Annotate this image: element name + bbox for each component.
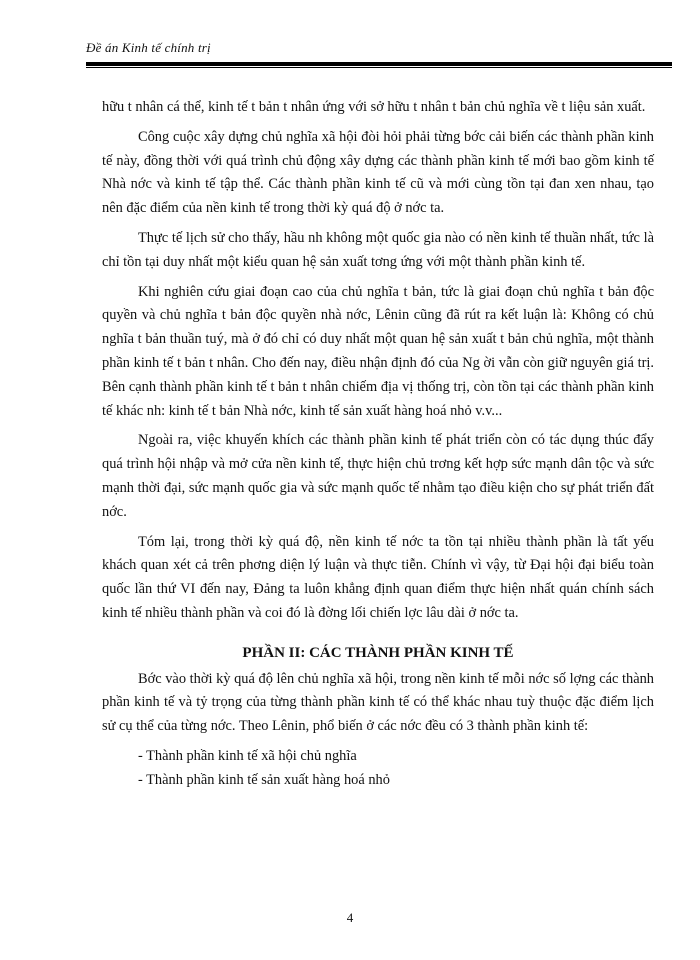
paragraph: Ngoài ra, việc khuyến khích các thành phần kinh tế phát triển còn có tác dụng thúc đẩy quá trình hội nhập và mở cửa nền kinh tế, thực hiện chủ trơng kết hợp sức mạnh dân tộc và sức mạnh thời đại, sức mạnh quốc gia và sức mạnh quốc tế nhằm tạo điều kiện cho sự phát triển đất nớc. [102,432,654,520]
paragraph: Bớc vào thời kỳ quá độ lên chủ nghĩa xã hội, trong nền kinh tế mỗi nớc số lợng các thành phần kinh tế và tỷ trọng của từng thành phần kinh tế có thể khác nhau tuỳ thuộc đặc điểm lịch sử cụ thể của từng nớc. Theo Lênin, phổ biến ở các nớc đều có 3 thành phần kinh tế: [102,670,654,735]
header-rule [86,62,672,68]
paragraph: Khi nghiên cứu giai đoạn cao của chủ nghĩa t bản, tức là giai đoạn chủ nghĩa t bản độc quyền và chủ nghĩa t bản độc quyền nhà nớc, Lênin cũng đã rút ra kết luận là: Không có chủ nghĩa t bản thuần tuý, mà ở đó chỉ có duy nhất một quan hệ sản xuất t bản chủ nghĩa, một thành phần kinh tế t bản t nhân. Cho đến nay, điều nhận định đó của Ng ời vẫn còn giữ nguyên giá trị. Bên cạnh thành phần kinh tế t bản t nhân chiếm địa vị thống trị, còn tồn tại các thành phần kinh tế khác nh: kinh tế t bản Nhà nớc, kinh tế sản xuất hàng hoá nhỏ v.v... [102,283,654,419]
paragraph: Tóm lại, trong thời kỳ quá độ, nền kinh tế nớc ta tồn tại nhiều thành phần là tất yếu khách quan xét cả trên phơng diện lý luận và thực tiễn. Chính vì vậy, từ Đại hội đại biểu toàn quốc lần thứ VI đến nay, Đảng ta luôn khẳng định quan điểm thực hiện nhất quán chính sách kinh tế nhiều thành phần và coi đó là đờng lối chiến lợc lâu dài ở nớc ta. [102,533,654,621]
list-item: - Thành phần kinh tế sản xuất hàng hoá nhỏ [138,771,390,788]
page-number: 4 [346,910,354,925]
section-heading: PHẦN II: CÁC THÀNH PHẦN KINH TẾ [242,644,514,661]
body-text [102,96,654,793]
paragraph: Thực tế lịch sử cho thấy, hầu nh không một quốc gia nào có nền kinh tế thuần nhất, tức là chỉ tồn tại duy nhất một kiểu quan hệ sản xuất tơng ứng với một thành phần kinh tế. [102,229,654,270]
paragraph: Công cuộc xây dựng chủ nghĩa xã hội đòi hỏi phải từng bớc cải biến các thành phần kinh tế này, đồng thời với quá trình chủ động xây dựng các thành phần kinh tế mới bao gồm kinh tế Nhà nớc và kinh tế tập thể. Các thành phần kinh tế cũ và mới cùng tồn tại đan xen nhau, tạo nên đặc điểm của nền kinh tế trong thời kỳ quá độ ở nớc ta. [102,128,654,217]
running-header: Đề án Kinh tế chính trị [86,40,211,55]
list-item: - Thành phần kinh tế xã hội chủ nghĩa [138,747,357,764]
paragraph: hữu t nhân cá thể, kinh tế t bản t nhân ứng với sở hữu t nhân t bản chủ nghĩa về t liệu sản xuất. [102,99,646,115]
